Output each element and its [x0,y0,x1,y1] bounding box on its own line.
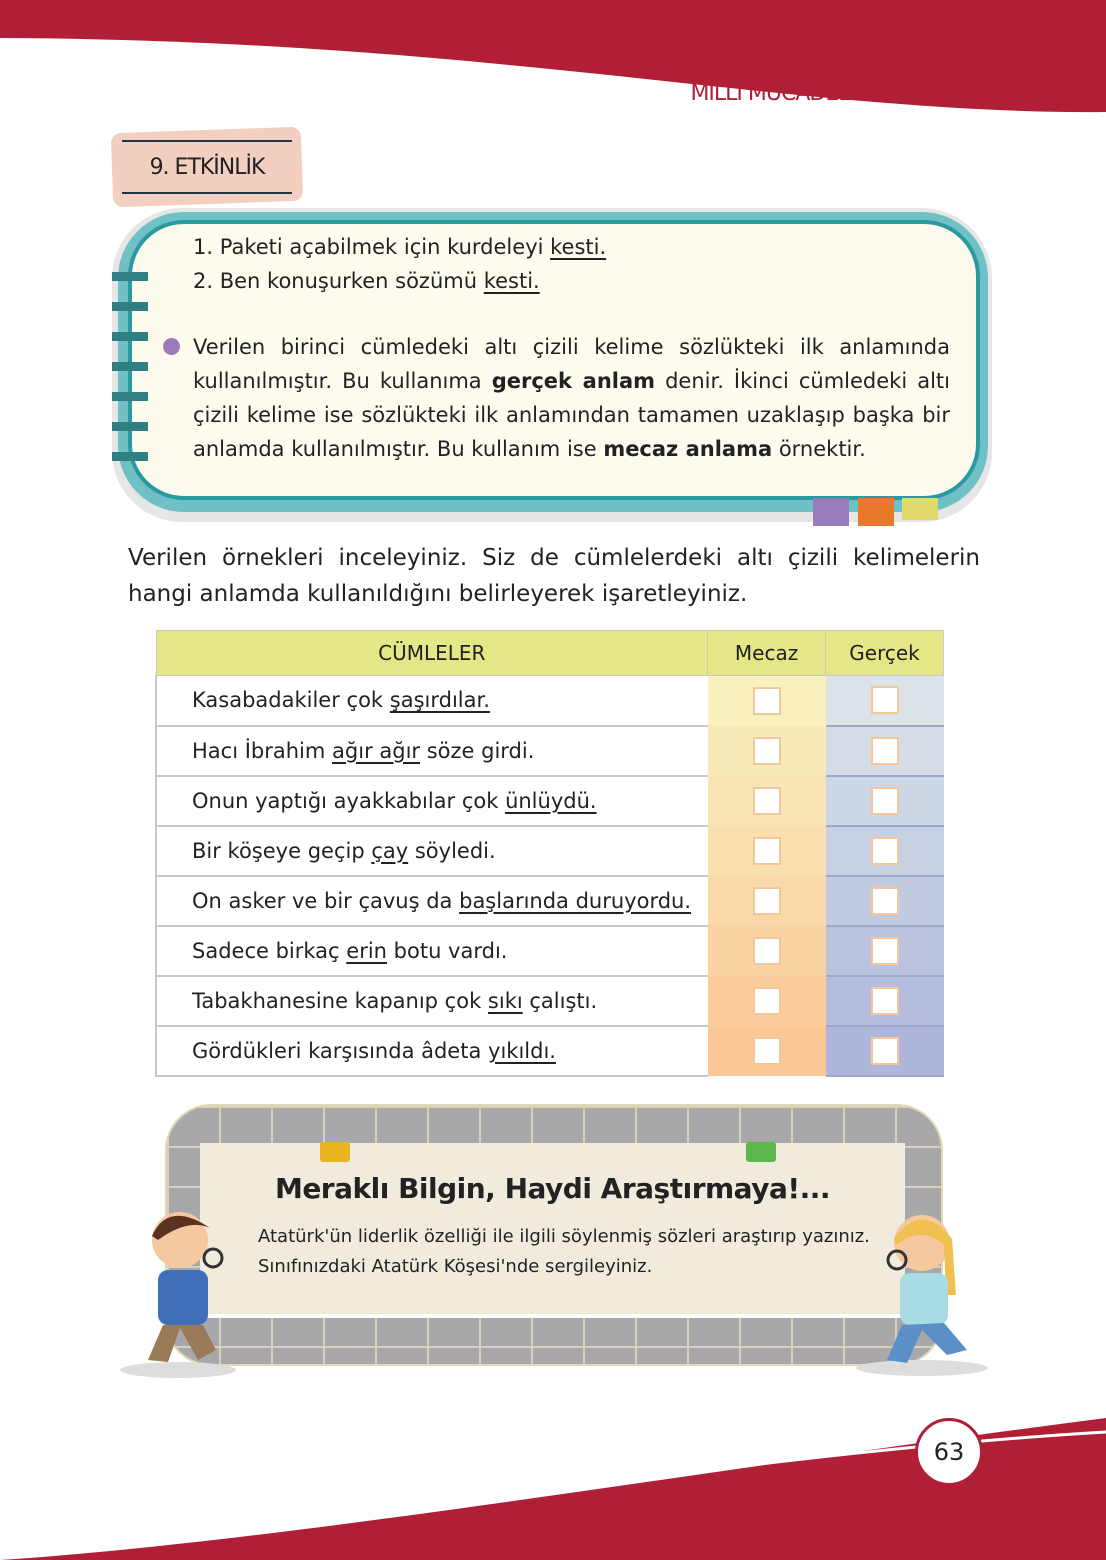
binder-clip-icon [320,1142,350,1162]
page-number: 63 [915,1418,983,1486]
gercek-cell [826,926,944,976]
underlined-word: ağır ağır [332,738,421,763]
color-tab [858,498,894,526]
theme-header [690,52,992,108]
col-mecaz: Mecaz [708,631,826,676]
gercek-checkbox[interactable] [871,686,899,714]
sentence-cell: On asker ve bir çavuş da başlarında duruyordu. [156,876,708,926]
instruction: Verilen örnekleri inceleyiniz. Siz de cümlelerdeki altı çizili kelimelerin hangi anlamda kullanıldığını belirleyerek işaretleyiniz. [128,545,980,607]
color-tab [902,498,938,520]
col-sentences: CÜMLELER [156,631,708,676]
mecaz-checkbox[interactable] [753,737,781,765]
gercek-cell [826,876,944,926]
mecaz-cell [708,776,826,826]
mecaz-cell [708,726,826,776]
table-row [156,726,944,776]
binder-ring [112,392,148,401]
girl-with-magnifier-illustration [852,1205,992,1380]
mecaz-checkbox[interactable] [753,987,781,1015]
research-title: Meraklı Bilgin, Haydi Araştırmaya!... [274,1172,831,1205]
mecaz-checkbox[interactable] [753,837,781,865]
gercek-checkbox[interactable] [871,937,899,965]
underlined-word: sıkı [487,988,523,1013]
activity-badge [122,140,292,194]
gercek-checkbox[interactable] [871,787,899,815]
col-gercek: Gerçek [826,631,944,676]
activity-label: 9. ETKİNLİK [149,154,265,180]
sentence-table [155,630,944,1077]
binder-ring [112,452,148,461]
table-row [156,926,944,976]
gercek-checkbox[interactable] [871,887,899,915]
sentence-cell: Kasabadakiler çok şaşırdılar. [156,676,708,726]
mecaz-cell [708,1026,826,1076]
example-2: 2. Ben konuşurken sözümü kesti. [193,269,540,293]
mecaz-checkbox[interactable] [753,787,781,815]
color-tab [813,498,849,526]
underlined-word: şaşırdılar. [389,688,490,713]
sentence-cell: Gördükleri karşısında âdeta yıkıldı. [156,1026,708,1076]
gercek-cell [826,676,944,726]
table-row [156,876,944,926]
binder-ring [112,362,148,371]
theme-title: MİLLÎ MÜCADELE VE ATATÜRK [690,81,992,106]
table-row [156,1026,944,1076]
mecaz-cell [708,826,826,876]
binder-ring [112,302,148,311]
bullet-icon [163,338,180,355]
sentence-cell: Sadece birkaç erin botu vardı. [156,926,708,976]
gercek-cell [826,976,944,1026]
binder-clip-icon [746,1142,776,1162]
gercek-cell [826,1026,944,1076]
sentence-cell: Tabakhanesine kapanıp çok sıkı çalıştı. [156,976,708,1026]
binder-ring [112,422,148,431]
underlined-word: yıkıldı. [488,1038,556,1063]
binder-ring [112,332,148,341]
underlined-word: başlarında duruyordu. [459,888,692,913]
gercek-checkbox[interactable] [871,737,899,765]
gercek-cell [826,726,944,776]
table-row [156,676,944,726]
underlined-word: erin [346,938,387,963]
mecaz-checkbox[interactable] [753,887,781,915]
binder-ring [112,272,148,281]
example-1: 1. Paketi açabilmek için kurdeleyi kesti. [193,235,607,259]
mecaz-cell [708,876,826,926]
sentence-cell: Onun yaptığı ayakkabılar çok ünlüydü. [156,776,708,826]
mecaz-cell [708,976,826,1026]
sentence-cell: Hacı İbrahim ağır ağır söze girdi. [156,726,708,776]
gercek-cell [826,826,944,876]
underlined-word: çay [371,838,409,863]
gercek-cell [826,776,944,826]
gercek-checkbox[interactable] [871,837,899,865]
explanation-text: Verilen birinci cümledeki altı çizili kelime sözlükteki ilk anlamında kullanılmıştır. Bu kullanıma gerçek anlam denir. İkinci cümledeki altı çizili kelime ise sözlükteki ilk anlamından tamamen uzaklaşıp başka bir anlamda kullanılmıştır. Bu kullanım ise mecaz anlama örnektir. [193,335,950,461]
underlined-word: ünlüydü. [505,788,597,813]
mecaz-checkbox[interactable] [753,1037,781,1065]
table-row [156,826,944,876]
mecaz-checkbox[interactable] [753,687,781,715]
gercek-checkbox[interactable] [871,1037,899,1065]
theme-number: 2. TEMA [909,53,992,78]
table-row [156,976,944,1026]
mecaz-cell [708,676,826,726]
boy-with-magnifier-illustration [118,1200,238,1380]
sentence-cell: Bir köşeye geçip çay söyledi. [156,826,708,876]
gercek-checkbox[interactable] [871,987,899,1015]
mecaz-cell [708,926,826,976]
research-text: Atatürk'ün liderlik özelliği ile ilgili söylenmiş sözleri araştırıp yazınız. Sınıfınızdaki Atatürk Köşesi'nde sergileyiniz. [258,1226,870,1277]
mecaz-checkbox[interactable] [753,937,781,965]
table-row [156,776,944,826]
